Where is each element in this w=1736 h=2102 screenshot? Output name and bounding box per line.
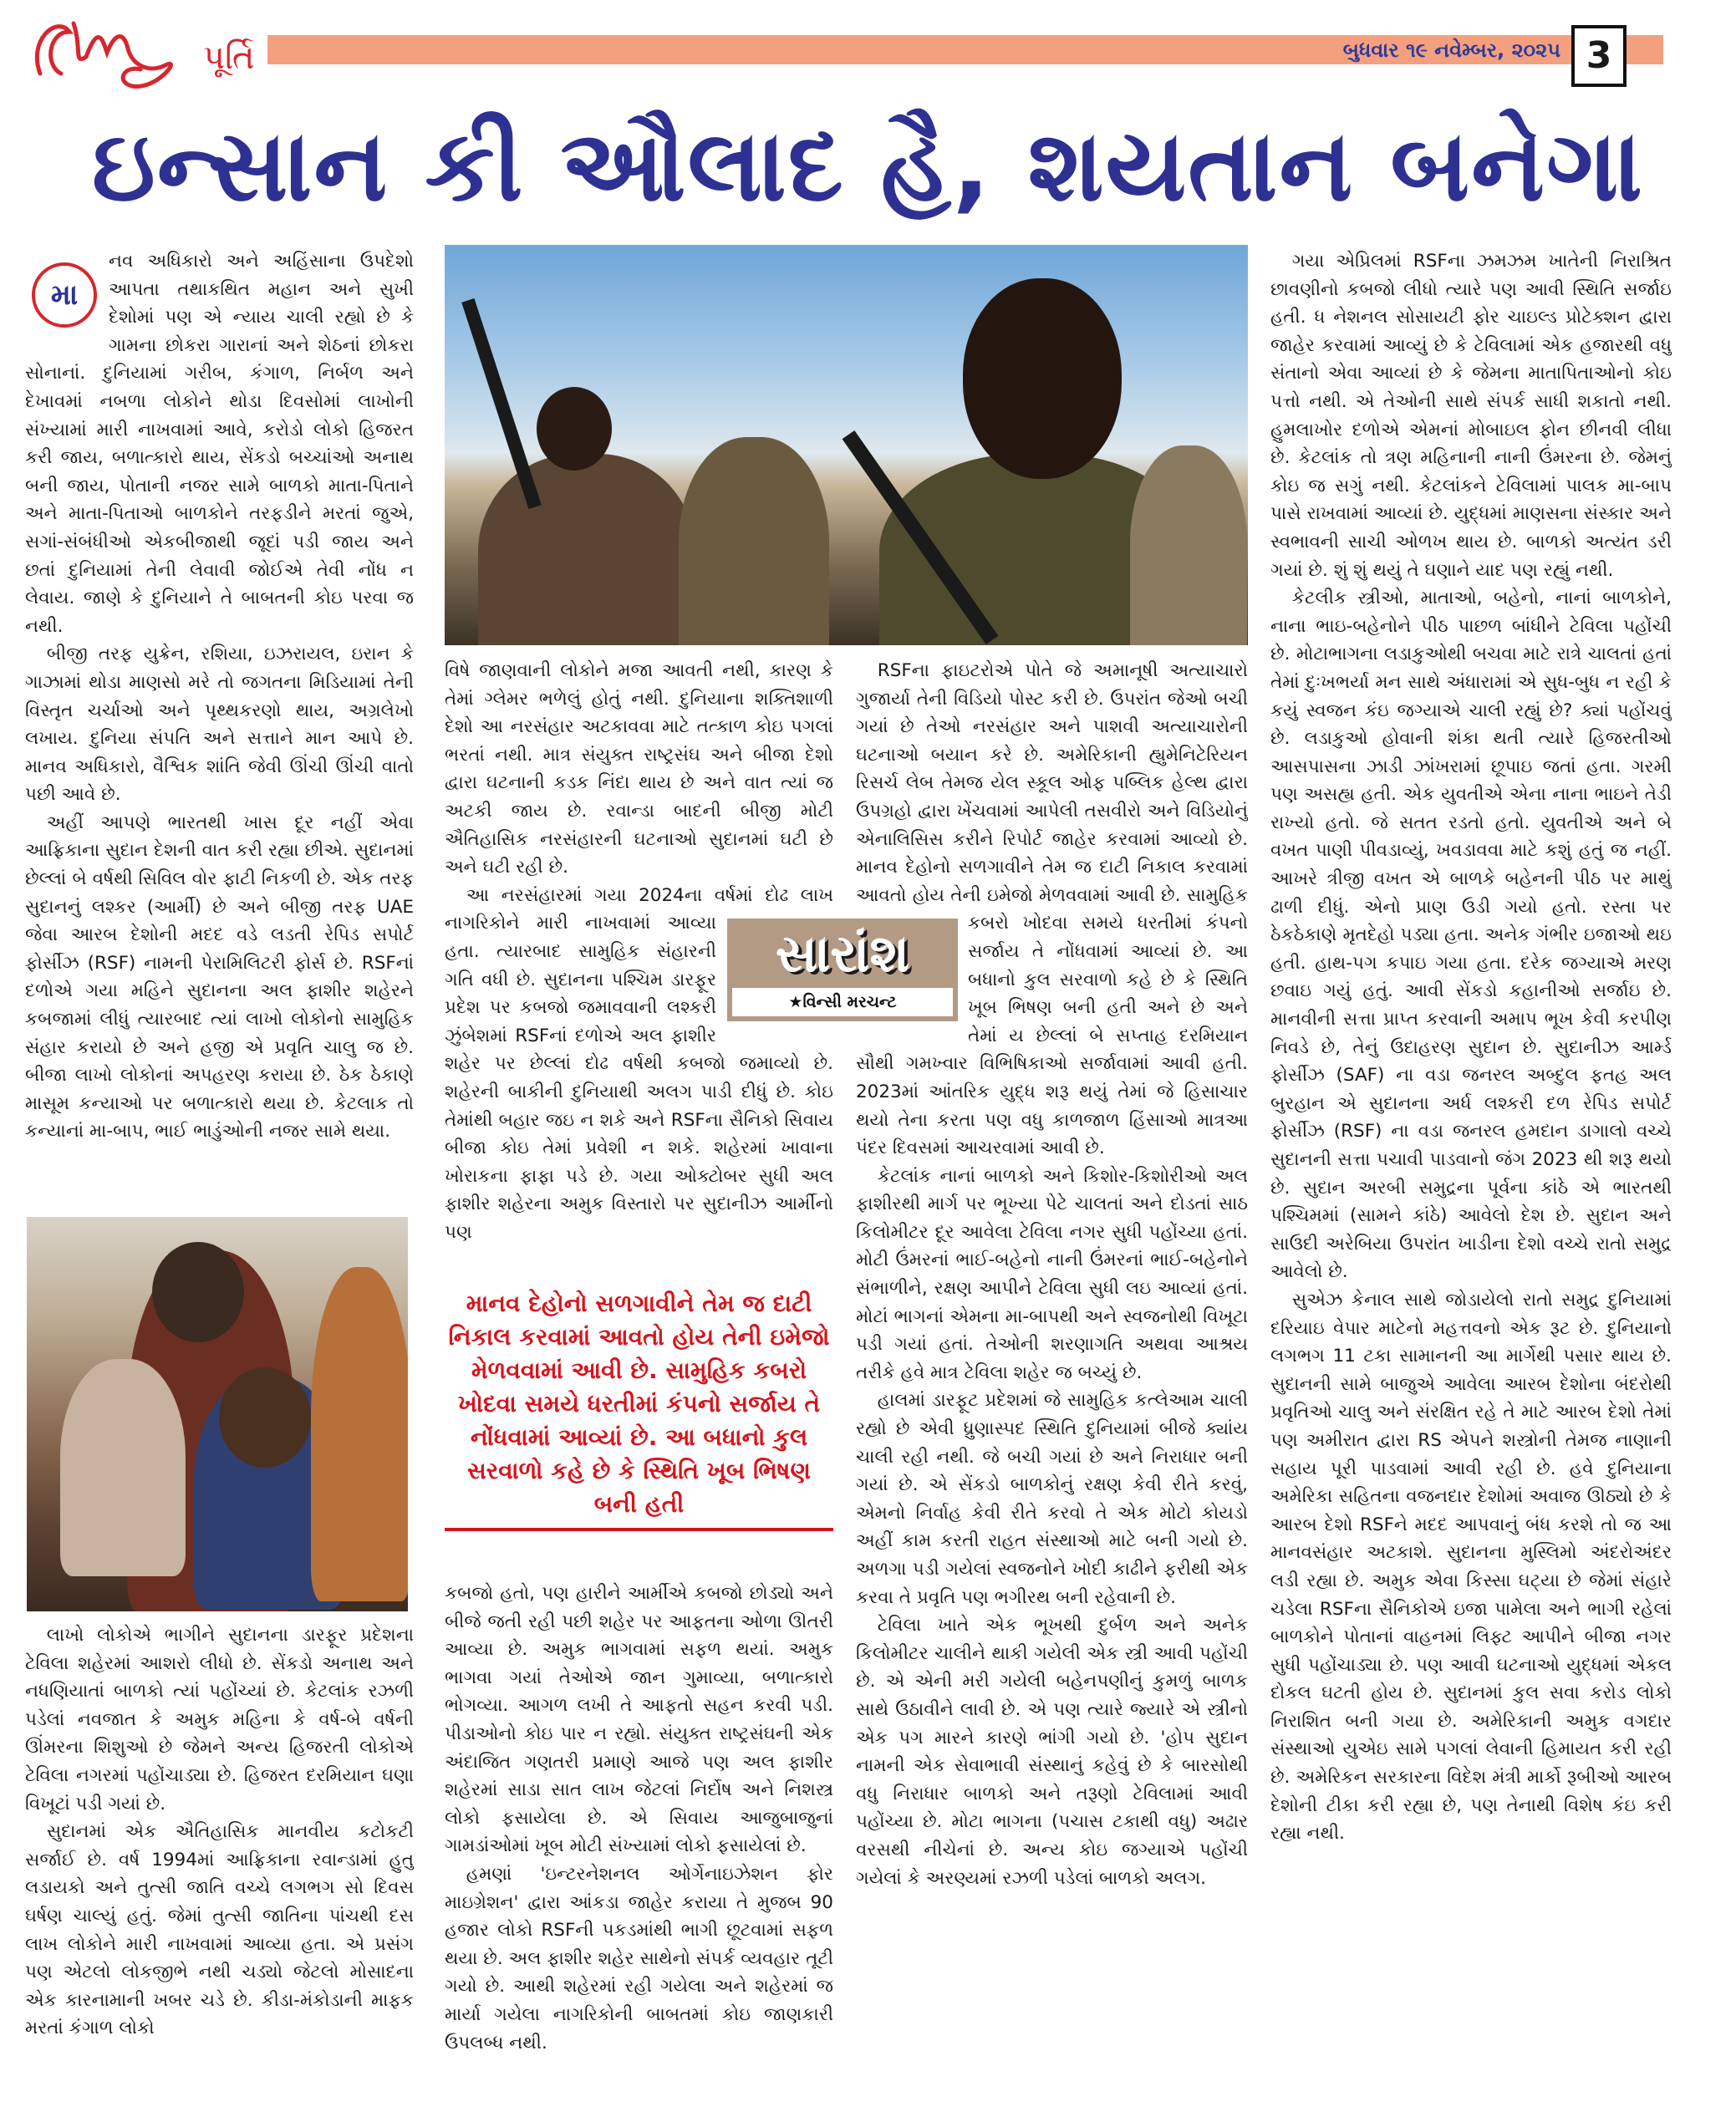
paragraph: કબજો હતો, પણ હારીને આર્મીએ કબજો છોડ્યો અને બીજે જતી રહી પછી શહેર પર આફતના ઓળા ઊતરી આવ્યા છે. અમુક ભાગવામાં સફળ થયાં. અમુક ભાગવા ગયાં તેઓએ જાન ગુમાવ્યા, બળાત્કારો ભોગવ્યા. આગળ લખી તે આફતો સહન કરવી પડી. પીડાઓનો કોઇ પાર ન રહ્યો. સંયુક્ત રાષ્ટ્રસંઘની એક અંદાજિત ગણતરી પ્રમાણે આજે પણ અલ ફાશીર શહેરમાં સાડા સાત લાખ જેટલાં નિર્દોષ અને નિશસ્ત્ર લોકો ફસાયેલા છે. એ સિવાય આજુબાજુનાં ગામડાંઓમાં ખૂબ મોટી સંખ્યામાં લોકો ફસાયેલાં છે. (445, 1583, 833, 1857)
column-1-top (25, 247, 414, 1209)
photo-mothers-children (27, 1217, 408, 1611)
column-1-bottom (25, 1621, 414, 2098)
supplement-logo (23, 7, 274, 107)
paragraph: કેટલાંક નાનાં બાળકો અને કિશોર-કિશોરીઓ અલ ફાશીરથી માર્ગ પર ભૂખ્યા પેટે ચાલતાં અને દોડતાં સાઠ કિલોમીટર દૂર આવેલા ટેવિલા નગર સુધી પહોંચ્યા હતાં. મોટી ઉંમરનાં ભાઈ-બહેનો નાની ઉંમરનાં ભાઈ-બહેનોને સંભાળીને, રક્ષણ આપીને ટેવિલા સુધી લઇ આવ્યાં હતાં. મોટાં ભાગનાં એમના મા-બાપથી અને સ્વજનોથી વિખૂટા પડી ગયાં હતાં. તેઓની શરણાગતિ અથવા આશ્રય તરીકે હવે માત્ર ટેવિલા શહેર જ બચ્યું છે. (856, 1165, 1248, 1383)
paragraph: સુદાનમાં એક ઐતિહાસિક માનવીય કટોકટી સર્જાઈ છે. વર્ષ 1994માં આફ્રિકાના રવાન્ડામાં હુતુ લડાયકો અને તુત્સી જાતિ વચ્ચે લગભગ સો દિવસ ઘર્ષણ ચાલ્યું હતું. જેમાં તુત્સી જાતિના પાંચથી દસ લાખ લોકોને મારી નાખવામાં આવ્યા હતા. એ પ્રસંગ પણ એટલો લોકજીભે નથી ચડ્યો જેટલો મોસાદના એક કારનામાની ખબર ચડે છે. કીડા-મંકોડાની માફક મરતાં કંગાળ લોકો (25, 1821, 414, 2039)
column-2-bottom (445, 1580, 833, 2098)
headline: ઇન્સાન કી ઔલાદ હૈ, શયતાન બનેગા (91, 108, 1645, 223)
column-title-box (727, 919, 958, 1021)
supplement-label: પૂર્તિ (203, 38, 255, 77)
page-number: 3 (1571, 25, 1627, 87)
author-byline: ★વિન્સી મરચન્ટ (732, 988, 953, 1016)
paragraph: RSFના ફાઇટરોએ પોતે જે અમાનૂષી અત્યાચારો ગુજાર્યા તેની વિડિયો પોસ્ટ કરી છે. ઉપરાંત જેઓ બચી ગયાં છે તેઓ નરસંહાર અને પાશવી અત્યાચારોની ઘટનાઓ બયાન કરે છે. અમેરિકાની હ્યુમેનિટેરિયન રિસર્ચ લેબ તેમજ યેલ સ્કૂલ ઓફ પબ્લિક હેલ્થ દ્વારા ઉપગ્રહો દ્વારા ખેંચવામાં આપેલી તસવીરો અને વિડિયોનું એનાલિસિસ કરીને રિપોર્ટ જાહેર કરવામાં આવ્યો છે. માનવ દેહોનો સળગાવીને તેમ જ દાટી નિકાલ કરવામાં આવતો હોય તેની ઇમેજો મેળવવામાં આવી છે. સામુહિક કબરો ખોદવા સમયે ધરતીમાં કંપનો સર્જાય તે નોંધવામાં આવ્યાં છે. આ બધાનો કુલ સરવાળો કહે છે કે સ્થિતિ ખૂબ ભિષણ બની હતી અને છે અને તેમાં ય છેલ્લાં બે સપ્તાહ દરમિયાન સૌથી ગમખ્વાર વિભિષિકાઓ સર્જાવામાં આવી હતી. 2023માં આંતરિક યુદ્ધ શરૂ થયું તેમાં જે હિસાચાર થયો તેના કરતા પણ વધુ કાળજાળ હિંસાઓ માત્રઆ પંદર દિવસમાં આચરવામાં આવી છે. (856, 660, 1248, 1159)
paragraph: ટેવિલા ખાતે એક ભૂખથી દુર્બળ અને અનેક કિલોમીટર ચાલીને થાકી ગયેલી એક સ્ત્રી આવી પહોંચી છે. એ એની મરી ગયેલી બહેનપણીનું કુમળું બાળક સાથે ઉઠાવીને લાવી છે. એ પણ ત્યારે જ્યારે એ સ્ત્રીનો એક પગ મારને કારણે ભાંગી ગયો છે. 'હોપ સુદાન નામની એક સેવાભાવી સંસ્થાનું કહેવું છે કે બારસોથી વધુ નિરાધાર બાળકો અને તરૂણો ટેવિલામાં આવી પહોંચ્યા છે. મોટા ભાગના (પચાસ ટકાથી વધુ) અઢાર વરસથી નીચેનાં છે. અન્ય કોઇ જગ્યાએ પહોંચી ગયેલાં કે અરણ્યમાં રઝળી પડેલાં બાળકો અલગ. (856, 1615, 1248, 1889)
paragraph: લાખો લોકોએ ભાગીને સુદાનના ડારફૂર પ્રદેશના ટેવિલા શહેરમાં આશરો લીધો છે. સેંકડો અનાથ અને નધણિયાતાં બાળકો ત્યાં પહોંચ્યાં છે. કેટલાંક રઝળી પડેલાં નવજાત કે અમુક મહિના કે વર્ષ-બે વર્ષની ઊંમરના શિશુઓ છે જેમને અન્ય હિજરતી લોકોએ ટેવિલા નગરમાં પહોંચાડ્યા છે. હિજરત દરમિયાન ઘણા વિખૂટાં પડી ગયાં છે. (25, 1625, 414, 1814)
logo-script (23, 7, 191, 102)
paragraph: સુએઝ કેનાલ સાથે જોડાયેલો રાતો સમુદ્ર દુનિયામાં દરિયાઇ વેપાર માટેનો મહત્તવનો એક રૂટ છે. દુનિયાનો લગભગ 11 ટકા સામાનની આ માર્ગેથી પસાર થાય છે. સુદાનની સામે બાજુએ આવેલા આરબ દેશોના બંદરોથી પ્રવૃતિઓ ચાલુ અને સંરક્ષિત રહે તે માટે આરબ દેશો તેમાં પણ અમીરાત દ્વારા RS એપને શસ્ત્રોની તેમજ નાણાની સહાય પૂરી પાડવામાં આવી રહી છે. હવે દુનિયાના અમેરિકા સહિતના વજનદાર દેશોમાં અવાજ ઊઠ્યો છે કે આરબ દેશો RSFને મદદ આપવાનું બંધ કરશે તો જ આ માનવસંહાર અટકાશે. સુદાનના મુસ્લિમો અંદરોઅંદર લડી રહ્યા છે. અમુક એવા કિસ્સા ઘટ્યા છે જેમાં સંહારે ચડેલા RSFના સૈનિકોએ ઇજા પામેલા અને ભાગી રહેલાં બાળકોને પોતાનાં વાહનમાં લિફ્ટ આપીને બીજા નગર સુધી પહોંચાડ્યા છે. પણ આવી ઘટનાઓ યુદ્ધમાં એકલ દોકલ ઘટતી હોય છે. સુદાનમાં કુલ સવા કરોડ લોકો નિરાશિત બની ગયા છે. અમેરિકાની અમુક વગદાર સંસ્થાઓ યુએઇ સામે પગલાં લેવાની હિમાયત કરી રહી છે. અમેરિકન સરકારના વિદેશ મંત્રી માર્કો રૂબીઓ આરબ દેશોની ટીકા કરી રહ્યા છે, પણ તેનાથી વિશેષ કંઇ કરી રહ્યા નથી. (1270, 1289, 1672, 1845)
issue-date: બુધવાર ૧૯ નવેમ્બર, ૨૦૨૫ (1342, 38, 1560, 62)
paragraph: હમણાં 'ઇન્ટરનેશનલ ઓર્ગેનાઇઝેશન ફોર માઇગ્રેશન' દ્વારા આંકડા જાહેર કરાયા તે મુજબ 90 હજાર લોકો RSFની પકડમાંથી ભાગી છૂટવામાં સફળ થયા છે. અલ ફાશીર શહેર સાથેનો સંપર્ક વ્યવહાર તૂટી ગયો છે. આથી શહેરમાં રહી ગયેલા અને શહેરમાં જ માર્યા ગયેલા નાગરિકોની બાબતમાં કોઇ જાણકારી ઉપલબ્ધ નથી. (445, 1863, 833, 2054)
logo-script-icon (23, 7, 191, 99)
drop-cap: મા (32, 262, 97, 328)
paragraph: કેટલીક સ્ત્રીઓ, માતાઓ, બહેનો, નાનાં બાળકોને, નાના ભાઇ-બહેનોને પીઠ પાછળ બાંધીને ટેવિલા પહોંચી છે. મોટાભાગના લડાકુઓથી બચવા માટે રાત્રે ચાલતાં હતાં તેમાં દુઃખભર્યા મન સાથે અંધારામાં એ સુધ-બુધ ન રહી કે કયું સ્વજન કંઇ જગ્યાએ ચાલી રહ્યું છે? ક્યાં પહોંચવું છે. લડાકુઓ હોવાની શંકા થતી ત્યારે હિજરતીઓ આસપાસના ઝાડી ઝાંખરામાં છૂપાઇ જતાં હતા. ગરમી પણ અસહ્ય હતી. એક યુવતીએ એના નાના ભાઇને તેડી રાખ્યો હતો. જે સતત રડતો હતો. યુવતીએ અને બે વખત પાણી પીવડાવ્યું, ખવડાવવા માટે કશું હતું જ નહીં. આખરે ત્રીજી વખત એ બાળકે બહેનની પીઠ પર માથું ઢાળી દીધું. એનો પ્રાણ ઉડી ગયો હતો. રસ્તા પર ઠેકઠેકાણે મૃતદેહો પડ્યા હતા. અનેક ગંભીર ઇજાઓ થઇ હતી. હાથ-પગ કપાઇ ગયા હતા. દરેક જગ્યાએ મરણ છવાઇ ગયું હતું. આવી સેંકડો કહાનીઓ સર્જાઇ છે. માનવીની સત્તા પ્રાપ્ત કરવાની અમાપ ભૂખ કેવી કરપીણ નિવડે છે, તેનું ઉદાહરણ સુદાન છે. સુદાનીઝ આર્મ્ડ ફોર્સીઝ (SAF) ના વડા જનરલ અબ્દુલ ફતહ અલ બુરહાન એ સુદાનના અર્ધ લશ્કરી દળ રેપિડ સપોર્ટ ફોર્સીઝ (RSF) ના વડા જનરલ હમદાન ડાગાલો વચ્ચે સુદાનની સત્તા પચાવી પાડવાનો જંગ 2023 થી શરૂ થયો છે. સુદાન અરબી સમુદ્રના પૂર્વના કાંઠે એ ભારતથી પશ્ચિમમાં (સામને કાંઠે) આવેલો દેશ છે. સુદાન અને સાઉદી અરેબિયા ઉપરાંત ખાડીના દેશો વચ્ચે રાતો સમુદ્ર આવેલો છે. (1270, 588, 1672, 1283)
paragraph: વિષે જાણવાની લોકોને મજા આવતી નથી, કારણ કે તેમાં ગ્લેમર ભળેલું હોતું નથી. દુનિયાના શક્તિશાળી દેશો આ નરસંહાર અટકાવવા માટે તત્કાળ કોઇ પગલાં ભરતાં નથી. માત્ર સંયુક્ત રાષ્ટ્રસંઘ અને બીજા દેશો દ્વારા ઘટનાની કડક નિંદા થાય છે અને વાત ત્યાં જ અટકી જાય છે. રવાન્ડા બાદની બીજી મોટી ઐતિહાસિક નરસંહારની ઘટનાઓ સુદાનમાં ઘટી છે અને ઘટી રહી છે. (445, 660, 833, 878)
column-3 (856, 657, 1248, 2098)
paragraph: ગયા એપ્રિલમાં RSFના ઝમઝમ ખાતેની નિરાશ્રિત છાવણીનો કબજો લીધો ત્યારે પણ આવી સ્થિતિ સર્જાઇ હતી. ધ નેશનલ સોસાયટી ફોર ચાઇલ્ડ પ્રોટેક્શન દ્વારા જાહેર કરવામાં આવ્યું છે કે ટેવિલામાં એક હજારથી વધુ સંતાનો એવા આવ્યાં છે કે જેમના માતાપિતાઓનો કોઇ પત્તો નથી. એ તેઓની સાથે સંપર્ક સાધી શકાતો નથી. હુમલાખોર દળોએ એમનાં મોબાઇલ ફોન છીનવી લીધા છે. કેટલાંક તો ત્રણ મહિનાની નાની ઉંમરના છે. જેમનું કોઇ જ સગું નથી. કેટલાંકને ટેવિલામાં પાલક મા-બાપ પાસે રાખવામાં આવ્યાં છે. યુદ્ધમાં માણસના સંસ્કાર અને સ્વભાવની સાચી ઓળખ થાય છે. બાળકો અત્યંત ડરી ગયાં છે. શું શું થયું તે ઘણાને યાદ પણ રહ્યું નથી. (1270, 251, 1672, 581)
paragraph: અહીં આપણે ભારતથી ખાસ દૂર નહીં એવા આફ્રિકાના સુદાન દેશની વાત કરી રહ્યા છીએ. સુદાનમાં છેલ્લાં બે વર્ષથી સિવિલ વોર ફાટી નિકળી છે. એક તરફ સુદાનનું લશ્કર (આર્મી) છે અને બીજી તરફ UAE જેવા આરબ દેશોની મદદ વડે લડતી રેપિડ સપોર્ટ ફોર્સીઝ (RSF) નામની પેરામિલિટરી ફોર્સ છે. RSFનાં દળોએ ગયા મહિને સુદાનના અલ ફાશીર શહેરને કબજામાં લીધું ત્યારબાદ ત્યાં લાખો લોકોનો સામુહિક સંહાર કરાયો છે અને હજી એ પ્રવૃતિ ચાલુ જ છે. બીજા લાખો લોકોનાં અપહરણ કરાયા છે. ઠેક ઠેકાણે માસૂમ કન્યાઓ પર બળાત્કારો થયા છે. કેટલાક તો કન્યાનાં મા-બાપ, ભાઈ ભાડુંઓની નજર સામે થયા. (25, 812, 414, 1143)
photo-armed-fighters (445, 245, 1248, 645)
paragraph: નવ અધિકારો અને અહિંસાના ઉપદેશો આપતા તથાકથિત મહાન અને સુખી દેશોમાં પણ એ ન્યાય ચાલી રહ્યો છે કે ગામના છોકરા ગારાનાં અને શેઠનાં છોકરા સોનાનાં. દુનિયામાં ગરીબ, કંગાળ, નિર્બળ અને દેખાવમાં નબળા લોકોને થોડા દિવસોમાં લાખોની સંખ્યામાં મારી નાખવામાં આવે, કરોડો લોકો હિજરત કરી જાય, બળાત્કારો થાય, સેંકડો બચ્ચાંઓ અનાથ બની જાય, પોતાની નજર સામે બાળકો માતા-પિતાને અને માતા-પિતાઓ બાળકોને તરફડીને મરતાં જુએ, સગાં-સંબંધીઓ એકબીજાથી જૂદાં પડી જાય અને છતાં દુનિયામાં તેની લેવાવી જોઈએ તેવી નોંધ ન લેવાય. જાણે કે દુનિયાને તે બાબતની કોઇ પરવા જ નથી. (25, 251, 414, 637)
paragraph: આ નરસંહારમાં ગયા 2024ના વર્ષમાં દોઢ લાખ નાગરિકોને મારી નાખવામાં આવ્યા હતા. ત્યારબાદ સામુહિક સંહારની ગતિ વધી છે. સુદાનના પશ્ચિમ ડારફૂર પ્રદેશ પર કબજો જમાવવાની લશ્કરી ઝુંબેશમાં RSFનાં દળોએ અલ ફાશીર શહેર પર છેલ્લાં દોઢ વર્ષથી કબજો જમાવ્યો છે. શહેરની બાકીની દુનિયાથી અલગ પાડી દીધું છે. કોઇ તેમાંથી બહાર જઇ ન શકે અને RSFના સૈનિકો સિવાય બીજા કોઇ તેમાં પ્રવેશી ન શકે. શહેરમાં ખાવાના ખોરાકના ફાફા પડે છે. ગયા ઓક્ટોબર સુધી અલ ફાશીર શહેરના અમુક વિસ્તારો પર સુદાનીઝ આર્મીનો પણ (445, 884, 833, 1243)
paragraph: હાલમાં ડારફૂટ પ્રદેશમાં જે સામુહિક કત્લેઆમ ચાલી રહ્યો છે એવી ધ્રુણાસ્પદ સ્થિતિ દુનિયામાં બીજે ક્યાંય ચાલી રહી નથી. જે બચી ગયાં છે અને નિરાધાર બની ગયાં છે. એ સેંકડો બાળકોનું રક્ષણ કેવી રીતે કરવું, એમનો નિર્વાહ કેવી રીતે કરવો તે એક મોટો કોયડો અહીં કામ કરતી રાહત સંસ્થાઓ માટે બની ગયો છે. અળગા પડી ગયેલાં સ્વજનોને ખોદી કાઢીને ફરીથી એક કરવા તે પ્રવૃતિ પણ ભગીરથ બની રહેવાની છે. (856, 1390, 1248, 1608)
column-title: સારાંશ (775, 923, 910, 984)
pull-quote: માનવ દેહોનો સળગાવીને તેમ જ દાટી નિકાલ કરવામાં આવતો હોય તેની ઇમેજો મેળવવામાં આવી છે. સામુહિક કબરો ખોદવા સમયે ધરતીમાં કંપનો સર્જાય તે નોંધવામાં આવ્યાં છે. આ બધાનો કુલ સરવાળો કહે છે કે સ્થિતિ ખૂબ ભિષણ બની હતી (445, 1282, 833, 1531)
column-4 (1270, 247, 1672, 2098)
paragraph: બીજી તરફ યુક્રેન, રશિયા, ઇઝરાયલ, ઇરાન કે ગાઝામાં થોડા માણસો મરે તો જગતના મિડિયામાં તેની વિસ્તૃત ચર્ચાઓ અને પૃથ્થકરણો થાય, અગ્રલેખો લખાય. દુનિયા સંપતિ અને સત્તાને માન આપે છે. માનવ અધિકારો, વૈશ્વિક શાંતિ જેવી ઊંચી ઊંચી વાતો પછી આવે છે. (25, 644, 414, 806)
